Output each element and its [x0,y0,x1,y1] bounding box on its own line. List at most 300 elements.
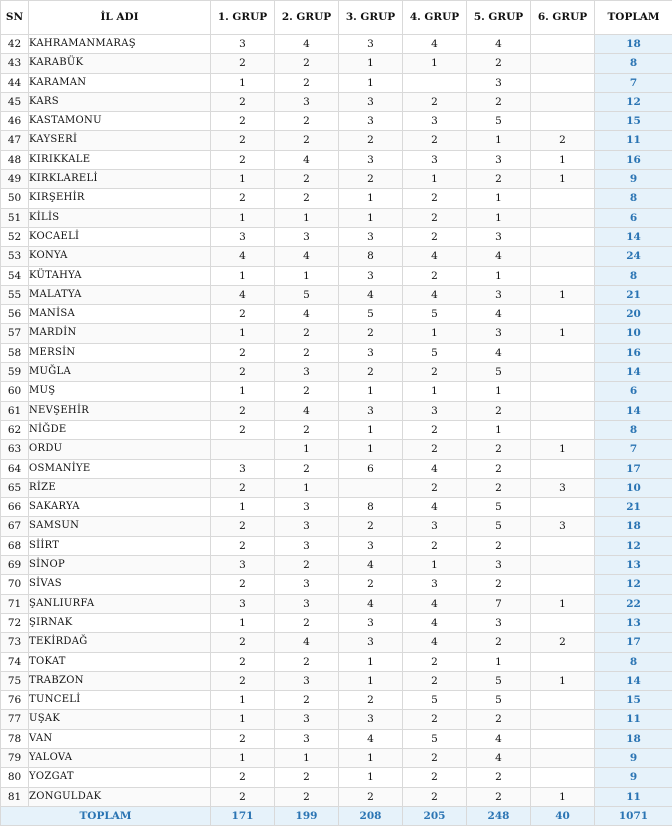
cell-toplam: 14 [595,363,672,382]
cell-il-adi: KIRIKKALE [29,150,211,169]
table-row [1,768,672,787]
cell-sn: 61 [1,401,29,420]
cell-grup-3: 3 [339,112,403,131]
cell-grup-2: 2 [275,343,339,362]
cell-grup-6 [531,266,595,285]
cell-il-adi: KARAMAN [29,73,211,92]
cell-toplam: 21 [595,285,672,304]
cell-grup-3: 2 [339,517,403,536]
cell-grup-5: 4 [467,729,531,748]
cell-sn: 66 [1,498,29,517]
cell-toplam: 9 [595,748,672,767]
cell-il-adi: KONYA [29,247,211,266]
cell-grup-3 [339,478,403,497]
cell-grup-4: 2 [403,536,467,555]
cell-grup-1: 2 [211,401,275,420]
cell-il-adi: KAYSERİ [29,131,211,150]
cell-grup-4: 2 [403,92,467,111]
cell-grup-1: 4 [211,285,275,304]
cell-grup-4: 2 [403,671,467,690]
cell-grup-6: 1 [531,150,595,169]
cell-grup-3: 2 [339,324,403,343]
cell-grup-6 [531,189,595,208]
cell-grup-1: 2 [211,363,275,382]
table-row [1,227,672,246]
cell-grup-6: 1 [531,170,595,189]
cell-sn: 44 [1,73,29,92]
table-row [1,594,672,613]
cell-grup-4: 1 [403,54,467,73]
cell-toplam: 13 [595,556,672,575]
cell-sn: 62 [1,420,29,439]
cell-grup-5: 7 [467,594,531,613]
cell-grup-5: 2 [467,478,531,497]
cell-grup-2: 3 [275,710,339,729]
cell-grup-5: 4 [467,35,531,54]
cell-grup-3: 5 [339,305,403,324]
cell-grup-3: 1 [339,652,403,671]
cell-toplam: 17 [595,633,672,652]
table-row [1,498,672,517]
cell-grup-1: 1 [211,324,275,343]
cell-sn: 72 [1,613,29,632]
cell-grup-1: 2 [211,652,275,671]
cell-grup-4: 2 [403,227,467,246]
cell-il-adi: VAN [29,729,211,748]
table-row [1,556,672,575]
header-grup-3: 3. GRUP [339,1,403,35]
cell-grup-5: 2 [467,787,531,806]
cell-grup-5: 2 [467,440,531,459]
cell-grup-2: 4 [275,401,339,420]
cell-il-adi: SİİRT [29,536,211,555]
footer-grup-3-total: 208 [339,806,403,825]
cell-toplam: 18 [595,729,672,748]
cell-grup-5: 4 [467,748,531,767]
cell-grup-3: 2 [339,170,403,189]
cell-grup-6: 1 [531,671,595,690]
cell-grup-4: 2 [403,478,467,497]
cell-grup-5: 5 [467,517,531,536]
cell-grup-1: 2 [211,671,275,690]
cell-grup-1: 2 [211,150,275,169]
cell-grup-4: 2 [403,208,467,227]
cell-sn: 75 [1,671,29,690]
cell-toplam: 14 [595,401,672,420]
cell-toplam: 8 [595,420,672,439]
cell-grup-3: 3 [339,710,403,729]
cell-grup-4: 3 [403,401,467,420]
table-row [1,92,672,111]
cell-grup-4: 1 [403,170,467,189]
cell-grup-2: 1 [275,440,339,459]
cell-grup-5: 5 [467,498,531,517]
cell-grup-3: 1 [339,671,403,690]
cell-il-adi: SİVAS [29,575,211,594]
cell-sn: 54 [1,266,29,285]
cell-sn: 67 [1,517,29,536]
cell-sn: 63 [1,440,29,459]
cell-grup-2: 1 [275,748,339,767]
table-row [1,729,672,748]
cell-grup-3: 4 [339,556,403,575]
cell-il-adi: ORDU [29,440,211,459]
cell-grup-2: 2 [275,556,339,575]
cell-il-adi: MARDİN [29,324,211,343]
cell-toplam: 17 [595,459,672,478]
cell-grup-6 [531,208,595,227]
cell-grup-1: 2 [211,54,275,73]
table-row [1,343,672,362]
table-row [1,324,672,343]
cell-grup-2: 3 [275,227,339,246]
cell-sn: 45 [1,92,29,111]
cell-toplam: 18 [595,35,672,54]
cell-grup-1: 1 [211,73,275,92]
cell-grup-4: 1 [403,382,467,401]
cell-grup-1: 2 [211,420,275,439]
cell-grup-2: 3 [275,671,339,690]
cell-grup-5: 2 [467,54,531,73]
cell-grup-3: 8 [339,498,403,517]
cell-grup-6 [531,652,595,671]
cell-sn: 77 [1,710,29,729]
cell-grup-2: 2 [275,691,339,710]
table-row [1,459,672,478]
cell-grup-2: 2 [275,420,339,439]
header-grup-2: 2. GRUP [275,1,339,35]
table-row [1,189,672,208]
cell-grup-4: 2 [403,420,467,439]
cell-grup-1: 2 [211,729,275,748]
cell-grup-2: 2 [275,170,339,189]
cell-grup-6 [531,710,595,729]
cell-toplam: 7 [595,440,672,459]
cell-grup-2: 2 [275,189,339,208]
cell-grup-6: 2 [531,633,595,652]
footer-grup-6-total: 40 [531,806,595,825]
cell-grup-3: 3 [339,266,403,285]
cell-grup-6: 3 [531,517,595,536]
cell-grup-4: 1 [403,556,467,575]
cell-il-adi: KİLİS [29,208,211,227]
cell-grup-2: 4 [275,35,339,54]
table-row [1,208,672,227]
cell-il-adi: RİZE [29,478,211,497]
cell-toplam: 11 [595,787,672,806]
cell-grup-6 [531,613,595,632]
table-row [1,787,672,806]
table-row [1,691,672,710]
cell-grup-6 [531,459,595,478]
cell-grup-1: 1 [211,266,275,285]
cell-il-adi: TOKAT [29,652,211,671]
table-row [1,575,672,594]
cell-grup-6 [531,729,595,748]
cell-toplam: 15 [595,691,672,710]
cell-grup-4: 4 [403,633,467,652]
cell-grup-3: 3 [339,633,403,652]
cell-grup-6 [531,92,595,111]
cell-sn: 81 [1,787,29,806]
cell-grup-1: 2 [211,536,275,555]
cell-grup-3: 4 [339,594,403,613]
cell-grup-2: 3 [275,517,339,536]
cell-grup-1: 2 [211,768,275,787]
cell-grup-3: 4 [339,285,403,304]
cell-grup-2: 3 [275,575,339,594]
cell-toplam: 12 [595,575,672,594]
cell-sn: 78 [1,729,29,748]
cell-toplam: 9 [595,170,672,189]
cell-grup-2: 3 [275,92,339,111]
table-row [1,112,672,131]
cell-grup-5: 3 [467,150,531,169]
cell-grup-3: 2 [339,363,403,382]
cell-sn: 64 [1,459,29,478]
cell-grup-5: 2 [467,768,531,787]
cell-sn: 58 [1,343,29,362]
cell-sn: 46 [1,112,29,131]
cell-il-adi: KARABÜK [29,54,211,73]
cell-grup-1: 2 [211,787,275,806]
cell-grup-6: 1 [531,324,595,343]
cell-grup-3: 3 [339,401,403,420]
cell-grup-1: 2 [211,189,275,208]
cell-grup-1: 1 [211,748,275,767]
cell-grup-4: 4 [403,285,467,304]
cell-grup-6 [531,73,595,92]
header-grup-6: 6. GRUP [531,1,595,35]
cell-grup-5: 4 [467,247,531,266]
cell-grup-4: 4 [403,459,467,478]
cell-toplam: 9 [595,768,672,787]
cell-sn: 53 [1,247,29,266]
cell-grup-1: 2 [211,305,275,324]
cell-grup-5: 5 [467,671,531,690]
cell-sn: 48 [1,150,29,169]
cell-grup-4: 2 [403,266,467,285]
cell-grup-4: 2 [403,131,467,150]
table-row [1,401,672,420]
cell-grup-1: 2 [211,633,275,652]
cell-grup-6 [531,35,595,54]
table-row [1,633,672,652]
header-sn: SN [1,1,29,35]
header-il-adi: İL ADI [29,1,211,35]
table-row [1,710,672,729]
cell-toplam: 20 [595,305,672,324]
cell-grup-5: 3 [467,556,531,575]
cell-grup-6 [531,343,595,362]
cell-grup-1: 3 [211,556,275,575]
cell-grup-2: 3 [275,536,339,555]
cell-toplam: 6 [595,382,672,401]
header-grup-5: 5. GRUP [467,1,531,35]
cell-grup-1: 2 [211,131,275,150]
cell-grup-5: 3 [467,285,531,304]
cell-grup-4: 2 [403,787,467,806]
cell-grup-4: 2 [403,189,467,208]
cell-grup-5: 3 [467,613,531,632]
cell-grup-3: 1 [339,768,403,787]
table-row [1,131,672,150]
cell-grup-2: 2 [275,652,339,671]
cell-grup-6 [531,112,595,131]
cell-grup-5: 2 [467,575,531,594]
cell-grup-3: 1 [339,54,403,73]
cell-sn: 73 [1,633,29,652]
cell-grup-2: 1 [275,208,339,227]
cell-il-adi: MERSİN [29,343,211,362]
cell-grup-6 [531,305,595,324]
cell-grup-2: 4 [275,305,339,324]
cell-il-adi: YOZGAT [29,768,211,787]
cell-sn: 43 [1,54,29,73]
cell-sn: 60 [1,382,29,401]
cell-grup-5: 2 [467,633,531,652]
cell-grup-2: 1 [275,266,339,285]
cell-il-adi: NİĞDE [29,420,211,439]
table-row [1,652,672,671]
cell-sn: 70 [1,575,29,594]
cell-toplam: 22 [595,594,672,613]
cell-grup-3: 8 [339,247,403,266]
table-row [1,363,672,382]
cell-grup-2: 3 [275,729,339,748]
cell-grup-2: 2 [275,768,339,787]
cell-grup-4: 3 [403,575,467,594]
header-grup-1: 1. GRUP [211,1,275,35]
cell-grup-4: 2 [403,652,467,671]
cell-grup-2: 5 [275,285,339,304]
cell-grup-1: 1 [211,691,275,710]
cell-grup-1 [211,440,275,459]
cell-grup-5: 1 [467,382,531,401]
footer-label: TOPLAM [1,806,211,825]
cell-grup-6 [531,691,595,710]
cell-sn: 59 [1,363,29,382]
cell-grup-2: 4 [275,633,339,652]
cell-sn: 55 [1,285,29,304]
cell-grup-2: 3 [275,594,339,613]
cell-grup-2: 2 [275,382,339,401]
cell-il-adi: TUNCELİ [29,691,211,710]
cell-grup-6 [531,363,595,382]
cell-grup-2: 1 [275,478,339,497]
cell-grup-5: 2 [467,536,531,555]
cell-grup-3: 2 [339,691,403,710]
cell-grup-5: 1 [467,266,531,285]
cell-grup-1: 2 [211,343,275,362]
cell-grup-6 [531,556,595,575]
cell-grup-1: 2 [211,575,275,594]
table-row [1,247,672,266]
cell-grup-3: 6 [339,459,403,478]
cell-grup-4: 1 [403,324,467,343]
cell-grup-5: 3 [467,73,531,92]
cell-sn: 74 [1,652,29,671]
cell-grup-4: 2 [403,768,467,787]
cell-il-adi: MANİSA [29,305,211,324]
cell-grup-2: 2 [275,112,339,131]
cell-toplam: 8 [595,652,672,671]
cell-grup-3: 2 [339,787,403,806]
table-body [1,35,672,807]
cell-grup-4: 5 [403,691,467,710]
cell-grup-3: 4 [339,729,403,748]
cell-grup-2: 2 [275,787,339,806]
cell-grup-6 [531,247,595,266]
cell-grup-5: 2 [467,92,531,111]
cell-grup-5: 2 [467,401,531,420]
cell-grup-3: 1 [339,208,403,227]
cell-grup-5: 5 [467,112,531,131]
cell-sn: 68 [1,536,29,555]
cell-grup-6 [531,54,595,73]
cell-il-adi: MALATYA [29,285,211,304]
cell-grup-1: 3 [211,35,275,54]
cell-grup-6: 1 [531,285,595,304]
cell-il-adi: KASTAMONU [29,112,211,131]
cell-grup-4: 5 [403,343,467,362]
cell-grup-5: 3 [467,324,531,343]
cell-il-adi: KARS [29,92,211,111]
cell-il-adi: KÜTAHYA [29,266,211,285]
footer-grup-4-total: 205 [403,806,467,825]
cell-toplam: 10 [595,324,672,343]
cell-grup-5: 1 [467,189,531,208]
cell-il-adi: KAHRAMANMARAŞ [29,35,211,54]
cell-grup-3: 2 [339,131,403,150]
cell-grup-3: 1 [339,382,403,401]
cell-sn: 80 [1,768,29,787]
cell-grup-1: 4 [211,247,275,266]
cell-sn: 57 [1,324,29,343]
cell-grup-5: 2 [467,459,531,478]
cell-toplam: 8 [595,54,672,73]
cell-grup-5: 4 [467,305,531,324]
header-toplam: TOPLAM [595,1,672,35]
cell-grup-2: 2 [275,613,339,632]
cell-grup-6: 1 [531,787,595,806]
cell-toplam: 11 [595,710,672,729]
cell-toplam: 16 [595,150,672,169]
cell-grup-1: 3 [211,227,275,246]
cell-grup-2: 4 [275,150,339,169]
cell-sn: 56 [1,305,29,324]
cell-toplam: 10 [595,478,672,497]
cell-grup-1: 1 [211,710,275,729]
cell-grup-1: 3 [211,459,275,478]
table-row [1,73,672,92]
cell-toplam: 7 [595,73,672,92]
cell-grup-1: 1 [211,170,275,189]
cell-grup-2: 2 [275,459,339,478]
table-row [1,613,672,632]
cell-grup-2: 2 [275,131,339,150]
cell-toplam: 12 [595,92,672,111]
cell-sn: 47 [1,131,29,150]
table-row [1,420,672,439]
cell-grup-1: 2 [211,92,275,111]
cell-il-adi: SAKARYA [29,498,211,517]
table-row [1,671,672,690]
table-row [1,517,672,536]
cell-grup-3: 1 [339,440,403,459]
cell-sn: 79 [1,748,29,767]
cell-il-adi: UŞAK [29,710,211,729]
